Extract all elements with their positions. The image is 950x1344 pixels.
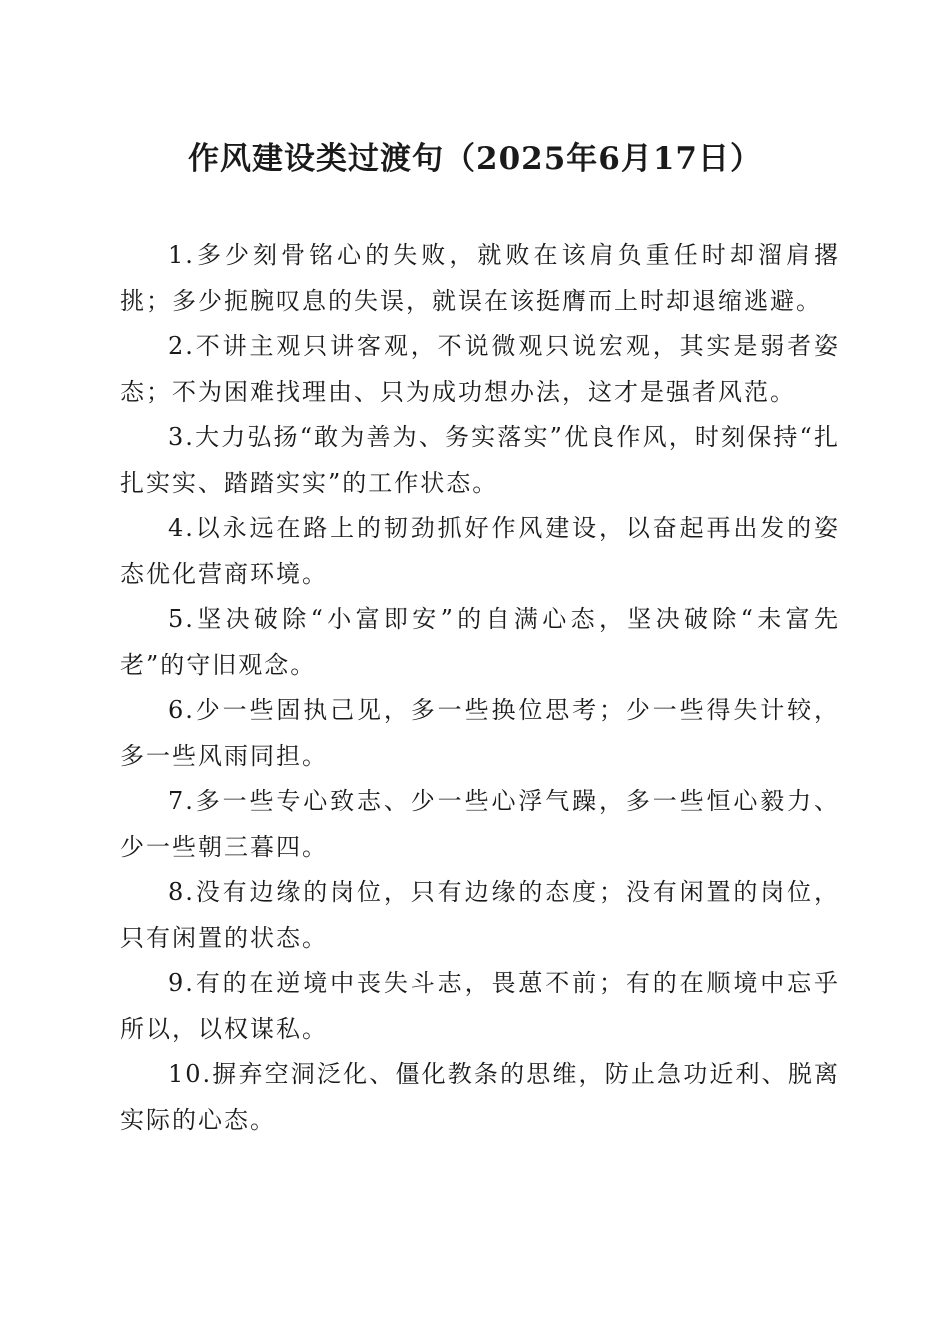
paragraph-5: 5.坚决破除“小富即安”的自满心态，坚决破除“未富先老”的守旧观念。 (120, 605, 840, 679)
paragraph-6: 6.少一些固执己见，多一些换位思考；少一些得失计较，多一些风雨同担。 (120, 696, 840, 770)
paragraph-10: 10.摒弃空洞泛化、僵化教条的思维，防止急功近利、脱离实际的心态。 (120, 1060, 840, 1134)
paragraph-3: 3.大力弘扬“敢为善为、务实落实”优良作风，时刻保持“扎扎实实、踏踏实实”的工作状态。 (120, 423, 840, 497)
paragraph-9: 9.有的在逆境中丧失斗志，畏葸不前；有的在顺境中忘乎所以，以权谋私。 (120, 969, 840, 1043)
paragraph-4: 4.以永远在路上的韧劲抓好作风建设，以奋起再出发的姿态优化营商环境。 (120, 514, 840, 588)
paragraph-7: 7.多一些专心致志、少一些心浮气躁，多一些恒心毅力、少一些朝三暮四。 (120, 787, 840, 861)
document-body (120, 233, 840, 1143)
paragraph-8: 8.没有边缘的岗位，只有边缘的态度；没有闲置的岗位，只有闲置的状态。 (120, 878, 840, 952)
document-title: 作风建设类过渡句（2025年6月17日） (188, 141, 762, 177)
paragraph-1: 1.多少刻骨铭心的失败，就败在该肩负重任时却溜肩撂挑；多少扼腕叹息的失误，就误在该挺膺而上时却退缩逃避。 (120, 241, 840, 315)
paragraph-2: 2.不讲主观只讲客观，不说微观只说宏观，其实是弱者姿态；不为困难找理由、只为成功想办法，这才是强者风范。 (120, 332, 840, 406)
